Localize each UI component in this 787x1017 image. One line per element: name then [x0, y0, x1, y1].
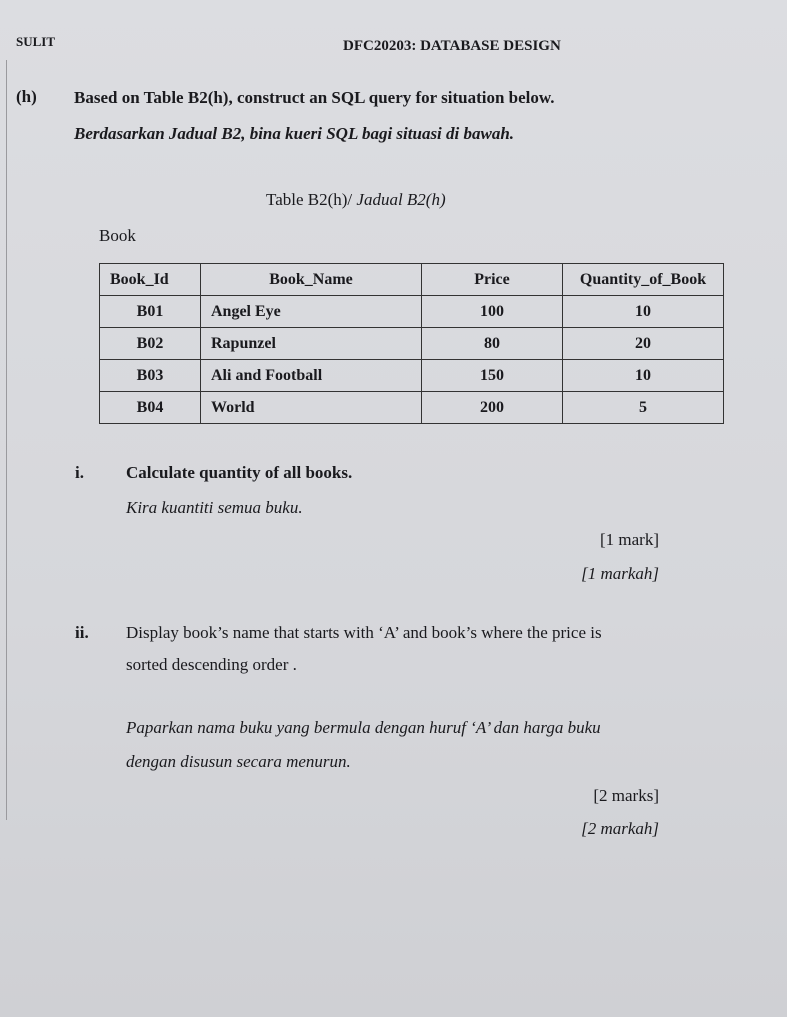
part-i-text-ms: Kira kuantiti semua buku. [126, 498, 303, 517]
table-cell: Angel Eye [201, 296, 422, 328]
table-row [100, 328, 724, 360]
part-i-text: Calculate quantity of all books. [126, 463, 353, 482]
table-cell: B01 [100, 296, 201, 328]
table-cell: 100 [422, 296, 563, 328]
table-cell: Rapunzel [201, 328, 422, 360]
table-name: Book [99, 226, 136, 245]
part-ii-text2: sorted descending order . [126, 655, 297, 674]
question-text-ms: Berdasarkan Jadual B2, bina kueri SQL bagi situasi di bawah. [74, 124, 515, 143]
part-ii-marks: [2 marks] [593, 786, 659, 805]
margin-line [6, 60, 7, 820]
part-ii-marks-ms: [2 markah] [581, 819, 659, 838]
table-row [100, 392, 724, 424]
question-label: (h) [16, 87, 37, 106]
part-ii-text-ms: Paparkan nama buku yang bermula dengan huruf ‘A’ dan harga buku [126, 718, 601, 737]
caption-ms: Jadual B2(h) [356, 190, 446, 209]
table-cell: 10 [563, 360, 724, 392]
header-cell: Quantity_of_Book [563, 264, 724, 296]
table-cell: 150 [422, 360, 563, 392]
header-left: SULIT [16, 34, 56, 49]
question-text: Based on Table B2(h), construct an SQL query for situation below. [74, 88, 555, 107]
table-cell: B02 [100, 328, 201, 360]
table-row [100, 360, 724, 392]
part-ii-text: Display book’s name that starts with ‘A’ and book’s where the price is [126, 623, 602, 642]
table-cell: 5 [563, 392, 724, 424]
table-header-row [100, 264, 724, 296]
table-cell: 80 [422, 328, 563, 360]
table-row [100, 296, 724, 328]
table-cell: Ali and Football [201, 360, 422, 392]
table-cell: 200 [422, 392, 563, 424]
header-cell: Price [422, 264, 563, 296]
caption-en: Table B2(h)/ [266, 190, 357, 209]
table-caption [266, 190, 446, 210]
header-cell: Book_Id [100, 264, 201, 296]
table-cell: B04 [100, 392, 201, 424]
book-table [99, 263, 724, 424]
table-cell: 20 [563, 328, 724, 360]
part-i-marks-ms: [1 markah] [581, 564, 659, 583]
header-right: DFC20203: DATABASE DESIGN [343, 38, 561, 54]
table-cell: World [201, 392, 422, 424]
table-cell: 10 [563, 296, 724, 328]
part-i-label: i. [75, 463, 84, 482]
table-cell: B03 [100, 360, 201, 392]
part-ii-text-ms2: dengan disusun secara menurun. [126, 752, 351, 771]
part-ii-label: ii. [75, 623, 89, 642]
part-i-marks: [1 mark] [599, 530, 659, 549]
header-cell: Book_Name [201, 264, 422, 296]
